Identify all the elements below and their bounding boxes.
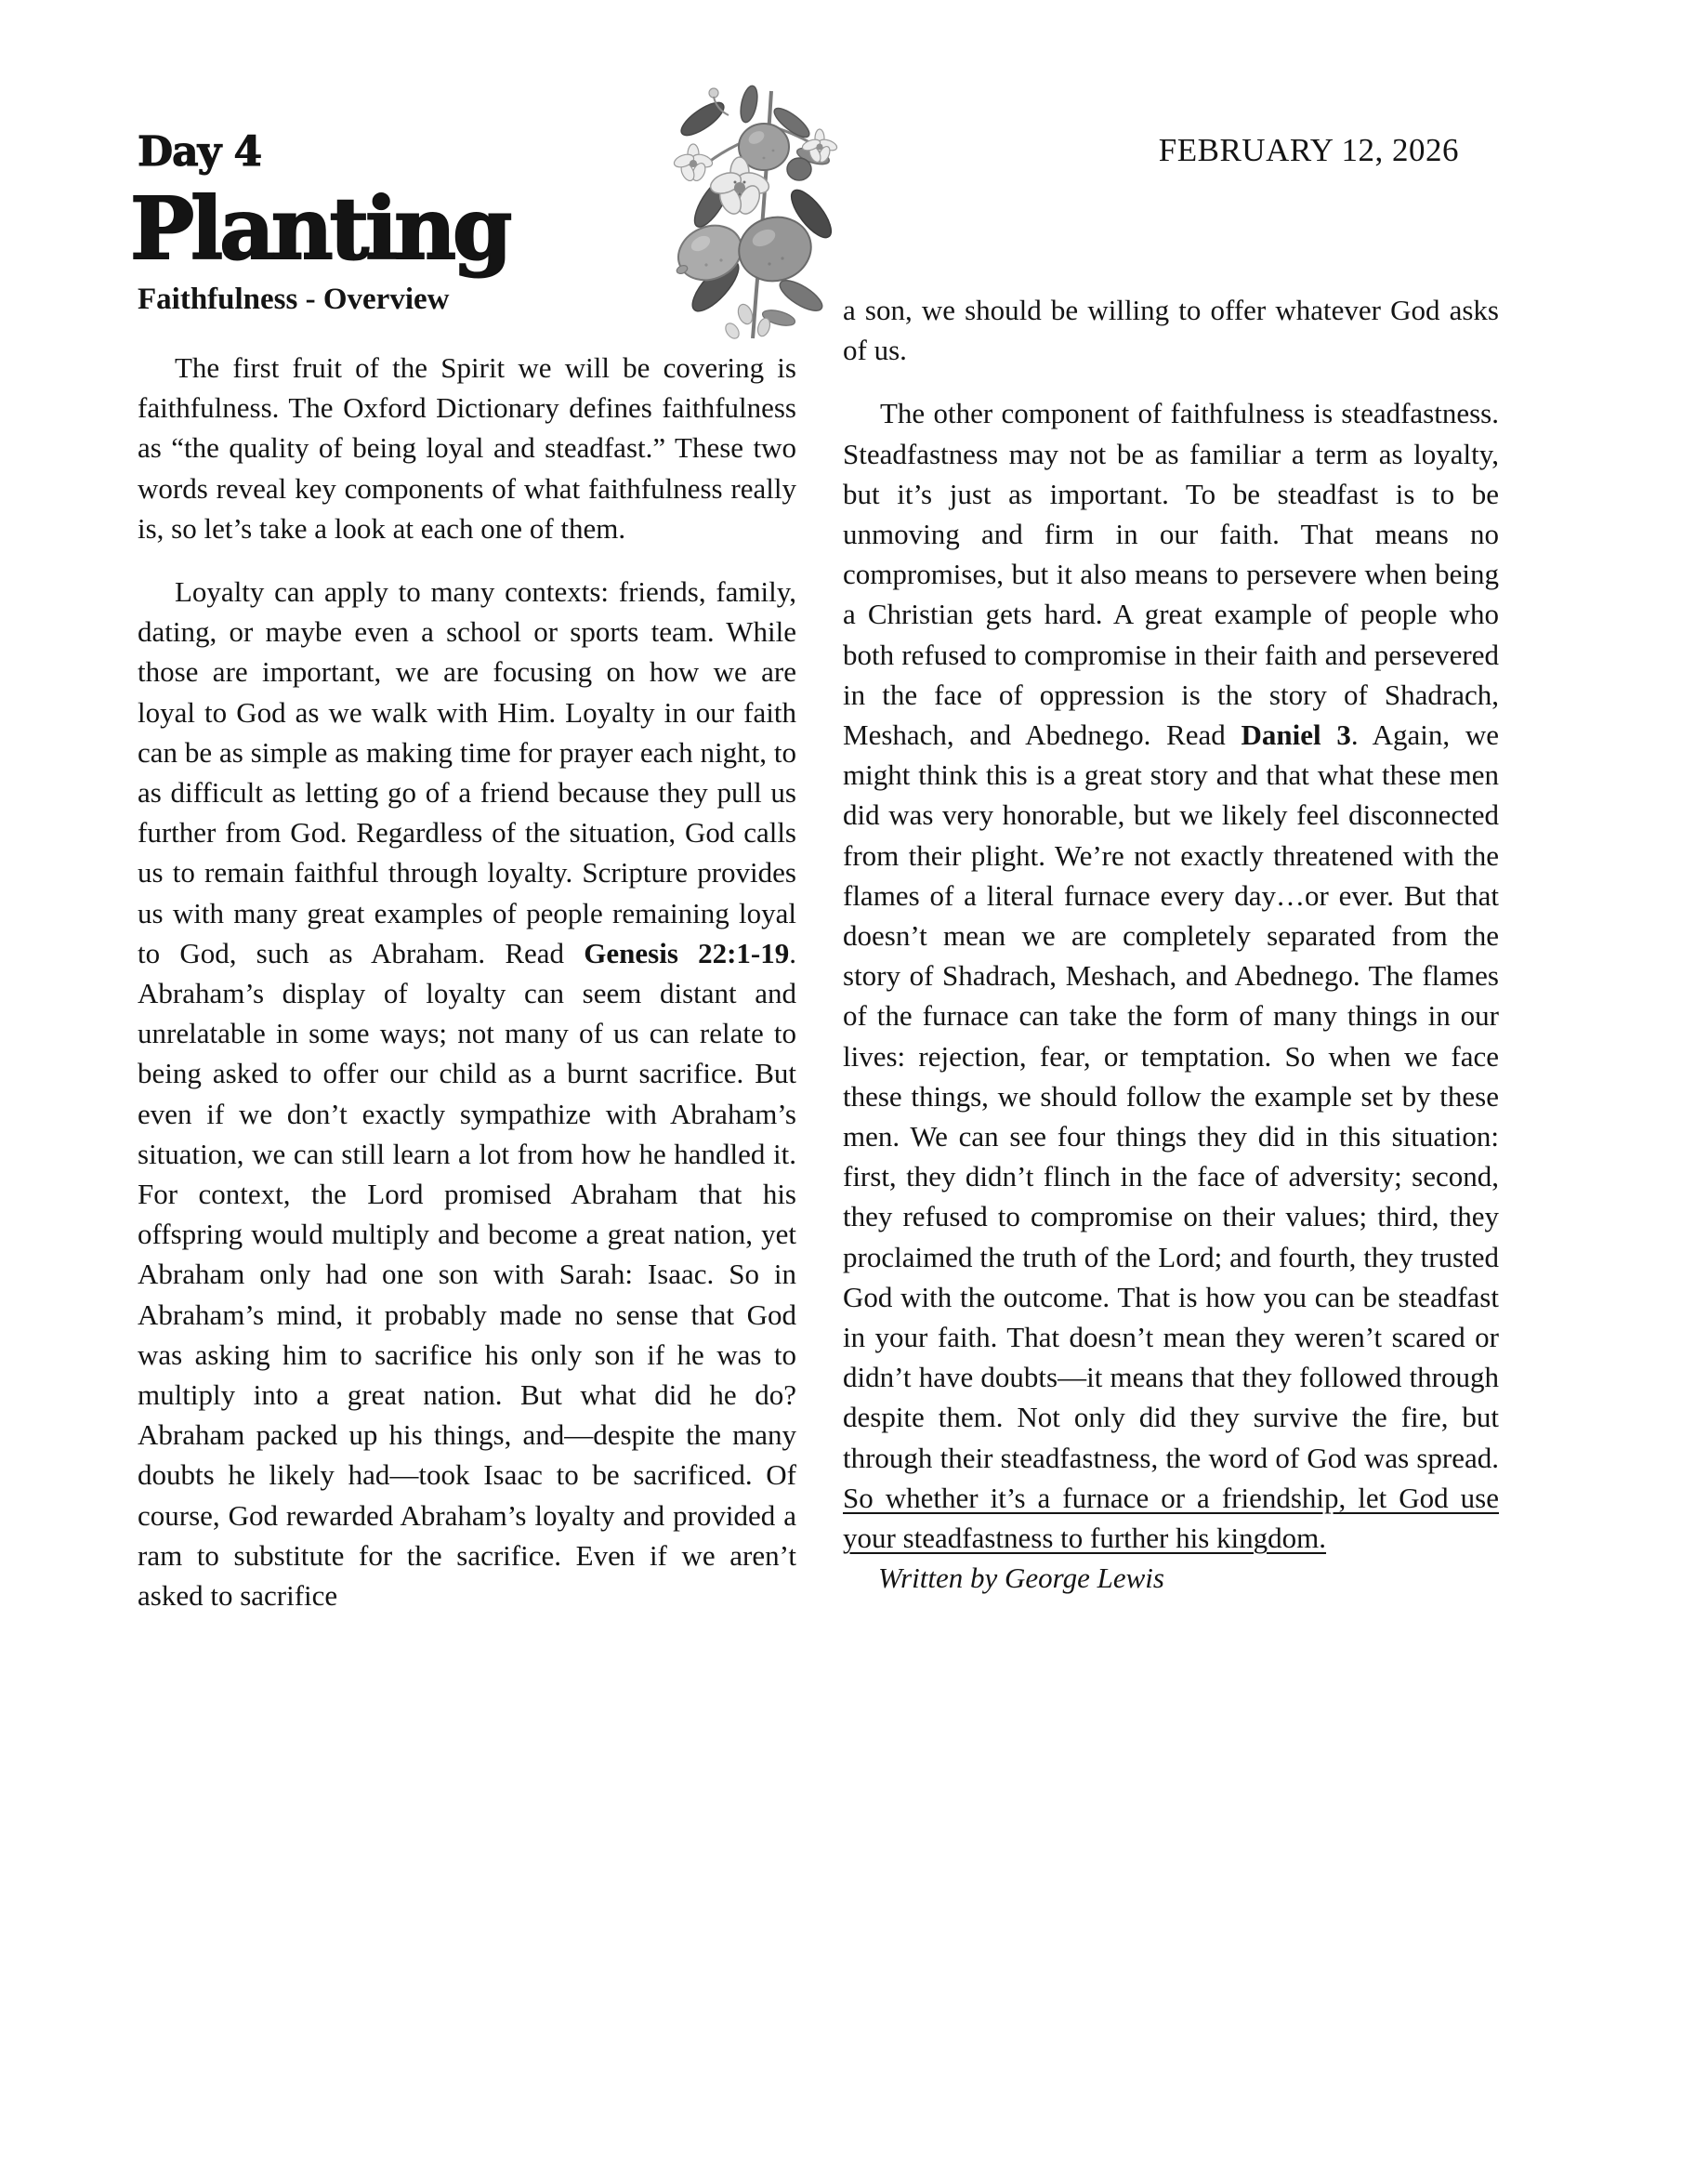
text-run: . Abraham’s display of loyalty can seem distant and unrelatable in some ways; not many of us can relate to being asked to offer our child as a burnt sacrifice. But even if we don’t exactly sympathize with Abraham’s situation, we can still learn a lot from how he handled it. For context, the Lord promised Abraham that his offspring would multiply and become a great nation, yet Abraham only had one son with Sarah: Isaac. So in Abraham’s mind, it probably made no sense that God was asking him to sacrifice his only son if he was to multiply into a great nation. But what did he do? Abraham packed up his things, and—despite the many doubts he likely had—took Isaac to be sacrificed. Of course, God rewarded Abraham’s loyalty and provided a ram to substitute for the sacrifice. Even if we aren’t asked to sacrifice — [138, 936, 796, 1613]
issue-date: FEBRUARY 12, 2026 — [1158, 132, 1459, 168]
day-label: Day 4 — [138, 128, 262, 176]
botanical-illustration-svg — [660, 74, 855, 346]
body-paragraph — [843, 290, 1499, 370]
page-subtitle: Faithfulness - Overview — [138, 283, 450, 316]
text-run: The first fruit of the Spirit we will be covering is faithfulness. The Oxford Dictionary defines faithfulness as “the quality of being loyal and steadfast.” These two words reveal key components of what faithfulness really is, so let’s take a look at each one of them. — [138, 351, 796, 545]
body-paragraph — [843, 393, 1499, 1558]
body-paragraph — [138, 348, 796, 548]
left-column — [138, 348, 796, 1615]
text-run: a son, we should be willing to offer whatever God asks of us. — [843, 294, 1499, 367]
text-run: . Again, we might think this is a great story and that what these men did was very honorable, but we likely feel disconnected from their plight. We’re not exactly threatened with the flames of a literal furnace every day…or ever. But that doesn’t mean we are completely separated from the story of Shadrach, Meshach, and Abednego. The flames of the furnace can take the form of many things in our lives: rejection, fear, or temptation. So when we face these things, we should follow the example set by these men. We can see four things they did in this situation: first, they didn’t flinch in the face of adversity; second, they refused to compromise on their values; third, they proclaimed the truth of the Lord; and fourth, they trusted God with the outcome. That is how you can be steadfast in your faith. That doesn’t mean they weren’t scared or didn’t have doubts—it means that they followed through despite them. Not only did they survive the fire, but through their steadfastness, the word of God was spread. — [843, 718, 1499, 1474]
page-title: Planting — [130, 178, 509, 279]
text-run: Loyalty can apply to many contexts: friends, family, dating, or maybe even a school or sports team. While those are important, we are focusing on how we are loyal to God as we walk with Him. Loyalty in our faith can be as simple as making time for prayer each night, to as difficult as letting go of a friend because they pull us further from God. Regardless of the situation, God calls us to remain faithful through loyalty. Scripture provides us with many great examples of people remaining loyal to God, such as Abraham. Read — [138, 575, 796, 969]
text-run: So whether it’s a furnace or a friendship, let God use your steadfastness to further his kingdom. — [843, 1481, 1499, 1555]
text-run: Daniel 3 — [1241, 718, 1351, 752]
text-run: Written by George Lewis — [878, 1561, 1164, 1595]
byline — [843, 1558, 1499, 1598]
right-column — [843, 290, 1499, 1599]
body-paragraph — [138, 572, 796, 1615]
text-run: The other component of faithfulness is steadfastness. Steadfastness may not be as familiar a term as loyalty, but it’s just as important. To be steadfast is to be unmoving and firm in our faith. That means no compromises, but it also means to persevere when being a Christian gets hard. A great example of people who both refused to compromise in their faith and persevered in the face of oppression is the story of Shadrach, Meshach, and Abednego. Read — [843, 397, 1499, 752]
text-run: Genesis 22:1-19 — [584, 936, 790, 969]
botanical-illustration — [660, 74, 855, 346]
